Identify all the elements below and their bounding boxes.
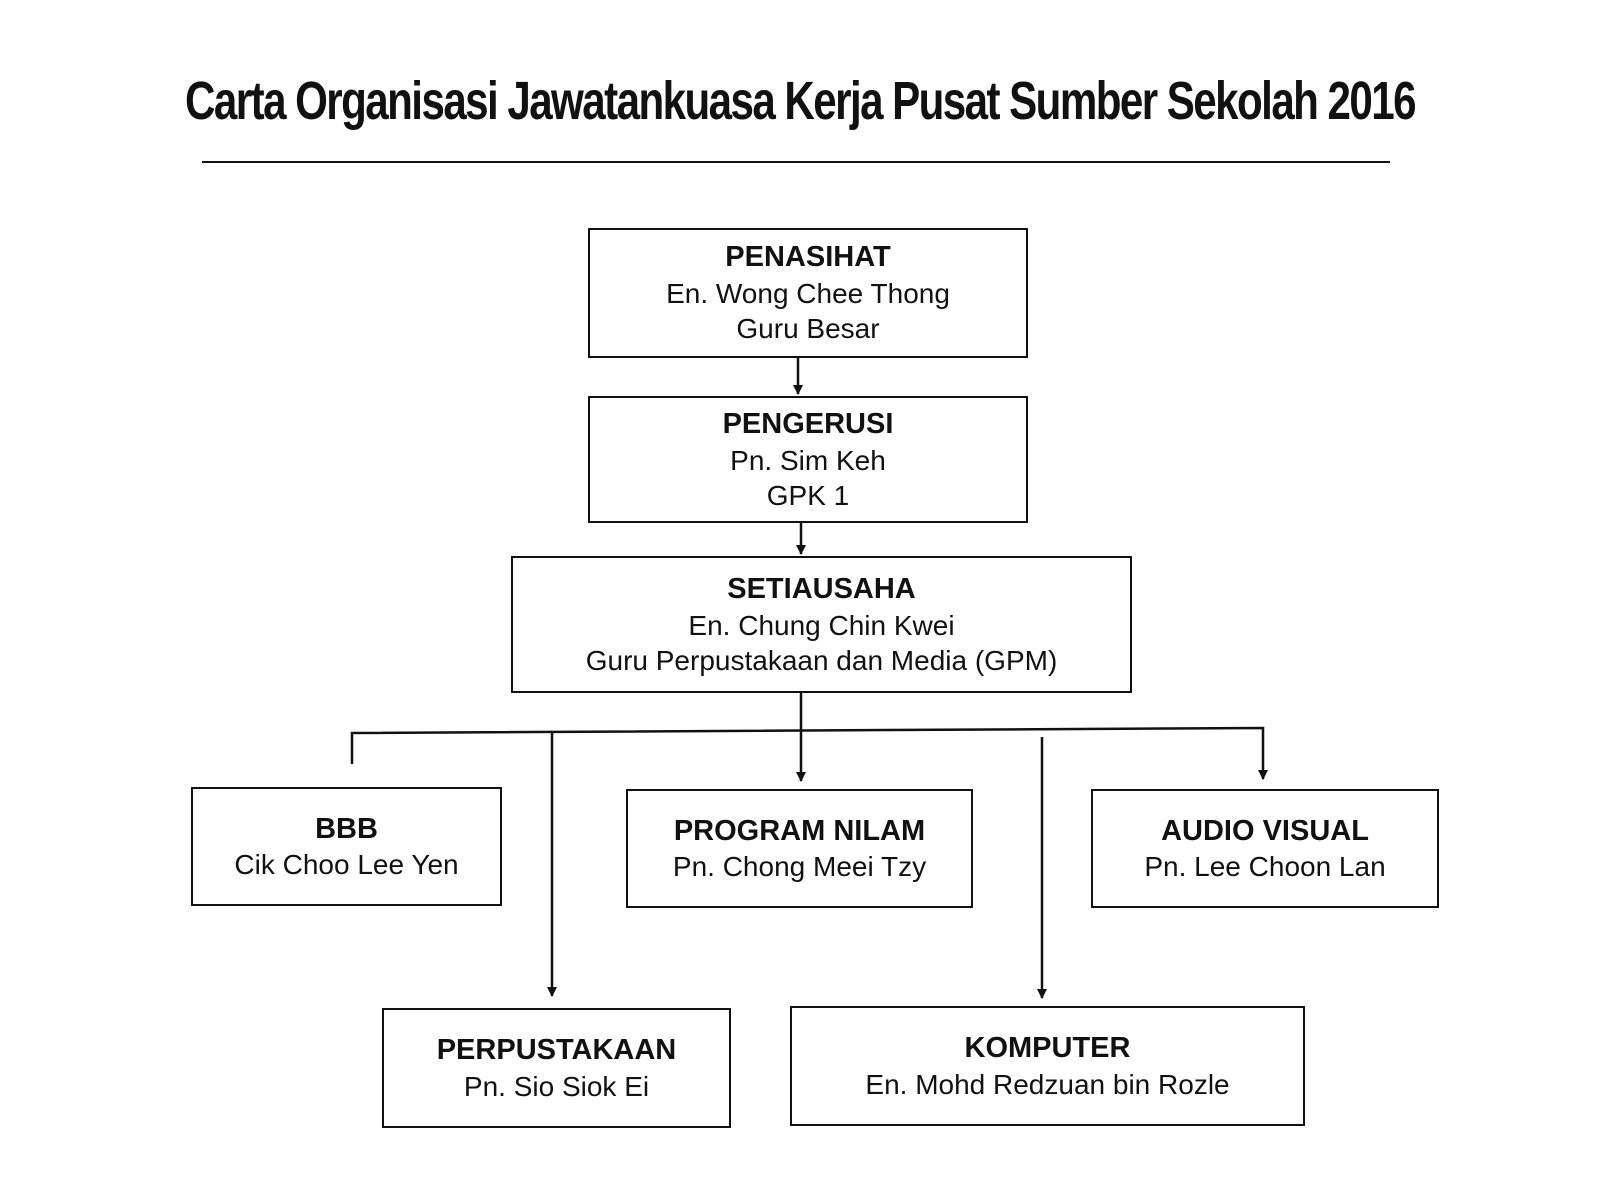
node-position: Guru Besar	[736, 313, 880, 345]
node-name: Cik Choo Lee Yen	[234, 849, 459, 881]
node-role: KOMPUTER	[964, 1032, 1131, 1065]
node-role: SETIAUSAHA	[727, 572, 916, 605]
node-role: PENASIHAT	[725, 241, 891, 274]
node-name: Pn. Lee Choon Lan	[1144, 851, 1386, 883]
node-role: PENGERUSI	[722, 407, 894, 440]
node-setiausaha	[511, 556, 1132, 693]
node-name: En. Mohd Redzuan bin Rozle	[865, 1068, 1230, 1100]
node-penasihat	[588, 228, 1028, 358]
node-name: Pn. Sio Siok Ei	[463, 1070, 650, 1102]
bus-line	[352, 728, 1263, 779]
node-name: Pn. Chong Meei Tzy	[672, 851, 927, 883]
node-bbb	[191, 787, 502, 906]
node-position: Guru Perpustakaan dan Media (GPM)	[585, 644, 1058, 676]
node-role: BBB	[315, 812, 378, 845]
node-name: En. Chung Chin Kwei	[688, 609, 955, 641]
node-position: GPK 1	[766, 479, 850, 511]
node-perpustakaan	[382, 1008, 731, 1128]
node-program-nilam	[626, 789, 973, 908]
node-komputer	[790, 1006, 1305, 1126]
node-name: Pn. Sim Keh	[730, 444, 886, 476]
node-role: AUDIO VISUAL	[1161, 814, 1369, 847]
node-pengerusi	[588, 396, 1028, 523]
node-role: PERPUSTAKAAN	[436, 1034, 677, 1067]
node-role: PROGRAM NILAM	[673, 814, 926, 847]
node-name: En. Wong Chee Thong	[666, 278, 950, 309]
chart-title: Carta Organisasi Jawatankuasa Kerja Pusat Sumber Sekolah 2016	[185, 71, 1415, 131]
node-audio-visual	[1091, 789, 1439, 908]
